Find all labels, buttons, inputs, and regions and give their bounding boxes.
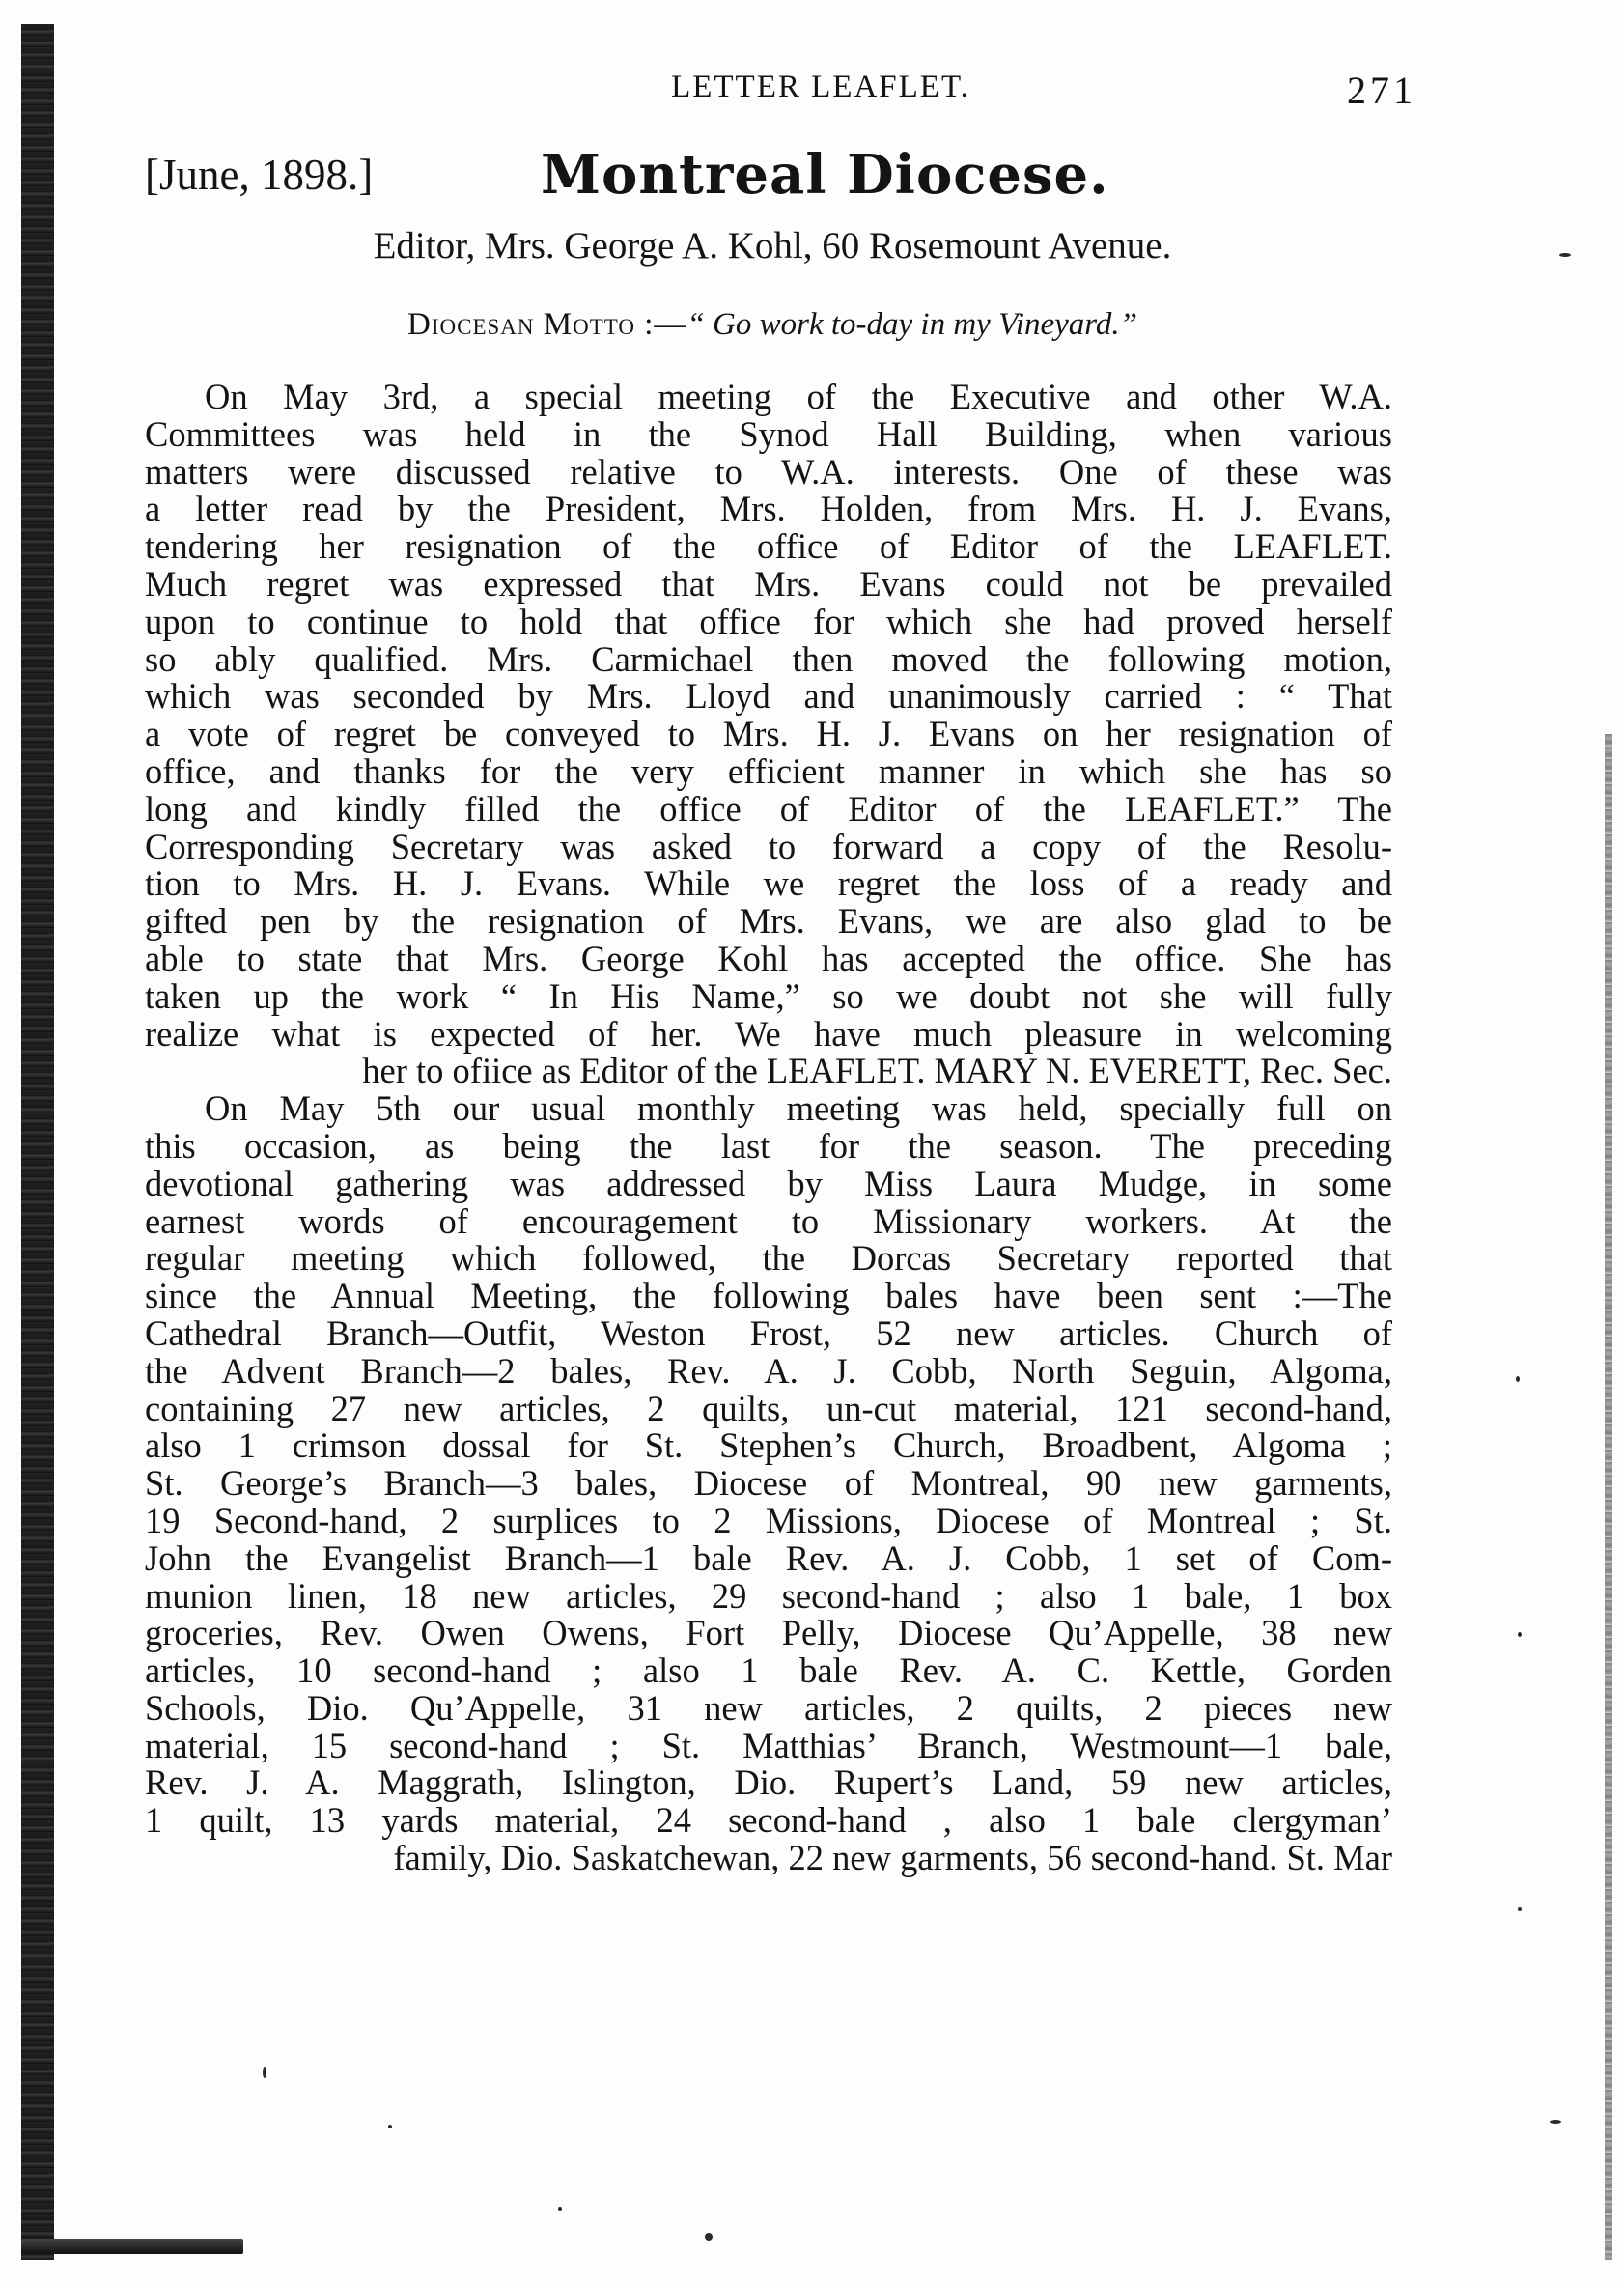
scan-speck: [1516, 1376, 1520, 1382]
motto-label: Diocesan Motto :—: [407, 307, 687, 342]
paragraph-1-line: able to state that Mrs. George Kohl has accepted the office. She has: [145, 938, 1392, 978]
issue-date: [June, 1898.]: [145, 151, 374, 199]
page-right-edge: [1605, 734, 1612, 2260]
paragraph-1-line: a vote of regret be conveyed to Mrs. H. J. Evans on her resignation of: [145, 714, 1392, 754]
paragraph-2-line: On May 5th our usual monthly meeting was held, specially full on: [205, 1088, 1392, 1129]
paragraph-2-line: groceries, Rev. Owen Owens, Fort Pelly, Diocese Qu’Appelle, 38 new: [145, 1613, 1392, 1653]
paragraph-2-line: also 1 crimson dossal for St. Stephen’s Church, Broadbent, Algoma ;: [145, 1425, 1392, 1466]
scan-speck: [1518, 1907, 1522, 1911]
paragraph-2-line: devotional gathering was addressed by Miss Laura Mudge, in some: [145, 1163, 1392, 1203]
paragraph-2-line: 19 Second-hand, 2 surplices to 2 Missions, Diocese of Montreal ; St.: [145, 1500, 1392, 1540]
paragraph-2-line: John the Evangelist Branch—1 bale Rev. A. J. Cobb, 1 set of Com-: [145, 1537, 1392, 1578]
paragraph-2-line: Rev. J. A. Maggrath, Islington, Dio. Rupert’s Land, 59 new articles,: [145, 1762, 1392, 1803]
paragraph-1-line: Committees was held in the Synod Hall Building, when various: [145, 413, 1392, 454]
paragraph-2-line: since the Annual Meeting, the following bales have been sent :—The: [145, 1276, 1392, 1316]
page-binding-edge: [21, 24, 54, 2260]
paragraph-1-line: taken up the work “ In His Name,” so we doubt not she will fully: [145, 975, 1392, 1016]
paragraph-2-line: Cathedral Branch—Outfit, Weston Frost, 52 new articles. Church of: [145, 1312, 1392, 1353]
paragraph-2-line: material, 15 second-hand ; St. Matthias’ Branch, Westmount—1 bale,: [145, 1725, 1392, 1765]
paragraph-2-line: munion linen, 18 new articles, 29 second-hand ; also 1 bale, 1 box: [145, 1575, 1392, 1616]
article-body: [145, 379, 1392, 1877]
paragraph-1-line: Corresponding Secretary was asked to forward a copy of the Resolu-: [145, 826, 1392, 866]
paragraph-1-line: matters were discussed relative to W.A. interests. One of these was: [145, 451, 1392, 492]
paragraph-1-line: long and kindly filled the office of Editor of the LEAFLET.” The: [145, 788, 1392, 829]
paragraph-2-line: this occasion, as being the last for the season. The preceding: [145, 1125, 1392, 1166]
paragraph-1-line: upon to continue to hold that office for which she had proved herself: [145, 601, 1392, 641]
paragraph-1-line: so ably qualified. Mrs. Carmichael then moved the following motion,: [145, 638, 1392, 679]
scan-speck: [1550, 2120, 1561, 2124]
scan-speck: [1518, 1632, 1522, 1637]
paragraph-1-line: tion to Mrs. H. J. Evans. While we regret the loss of a ready and: [145, 863, 1392, 904]
paragraph-1-line: office, and thanks for the very efficient manner in which she has so: [145, 750, 1392, 791]
paragraph-1-line: tendering her resignation of the office of Editor of the LEAFLET.: [145, 526, 1392, 567]
page-binding-edge-foot: [21, 2239, 243, 2254]
editor-line: Editor, Mrs. George A. Kohl, 60 Rosemount Avenue.: [373, 225, 1172, 267]
paragraph-1-line: On May 3rd, a special meeting of the Executive and other W.A.: [205, 377, 1392, 416]
paragraph-1-line: realize what is expected of her. We have much pleasure in welcoming: [145, 1013, 1392, 1054]
paragraph-2-line: earnest words of encouragement to Missionary workers. At the: [145, 1200, 1392, 1241]
paragraph-2-line: 1 quilt, 13 yards material, 24 second-hand , also 1 bale clergyman’: [145, 1800, 1392, 1841]
scan-speck: [1559, 253, 1571, 257]
paragraph-2-line: containing 27 new articles, 2 quilts, un-cut material, 121 second-hand,: [145, 1388, 1392, 1428]
scan-speck: [388, 2125, 392, 2128]
paragraph-2-line: the Advent Branch—2 bales, Rev. A. J. Cobb, North Seguin, Algoma,: [145, 1350, 1392, 1391]
diocese-title: Montreal Diocese.: [541, 143, 1109, 207]
paragraph-1-line: a letter read by the President, Mrs. Holden, from Mrs. H. J. Evans,: [145, 489, 1392, 529]
scan-speck: [263, 2067, 266, 2078]
motto-quote: “ Go work to-day in my Vineyard.”: [686, 307, 1137, 342]
paragraph-1-line: which was seconded by Mrs. Lloyd and unanimously carried : “ That: [145, 676, 1392, 717]
paragraph-1-line: gifted pen by the resignation of Mrs. Evans, we are also glad to be: [145, 901, 1392, 942]
diocesan-motto: [145, 307, 1400, 343]
scan-speck: [558, 2207, 562, 2211]
scan-speck: [705, 2233, 713, 2241]
running-head: LETTER LEAFLET.: [671, 70, 970, 104]
paragraph-2-line: St. George’s Branch—3 bales, Diocese of Montreal, 90 new garments,: [145, 1463, 1392, 1504]
paragraph-1-line: her to ofiice as Editor of the LEAFLET. MARY N. EVERETT, Rec. Sec.: [362, 1051, 1392, 1091]
paragraph-2-line: family, Dio. Saskatchewan, 22 new garments, 56 second-hand. St. Mar: [393, 1838, 1392, 1878]
paragraph-1-line: Much regret was expressed that Mrs. Evans could not be prevailed: [145, 563, 1392, 604]
paragraph-2-line: articles, 10 second-hand ; also 1 bale Rev. A. C. Kettle, Gorden: [145, 1650, 1392, 1691]
paragraph-2-line: regular meeting which followed, the Dorcas Secretary reported that: [145, 1238, 1392, 1279]
page-number: 271: [1347, 69, 1416, 112]
paragraph-2-line: Schools, Dio. Qu’Appelle, 31 new articles, 2 quilts, 2 pieces new: [145, 1687, 1392, 1728]
